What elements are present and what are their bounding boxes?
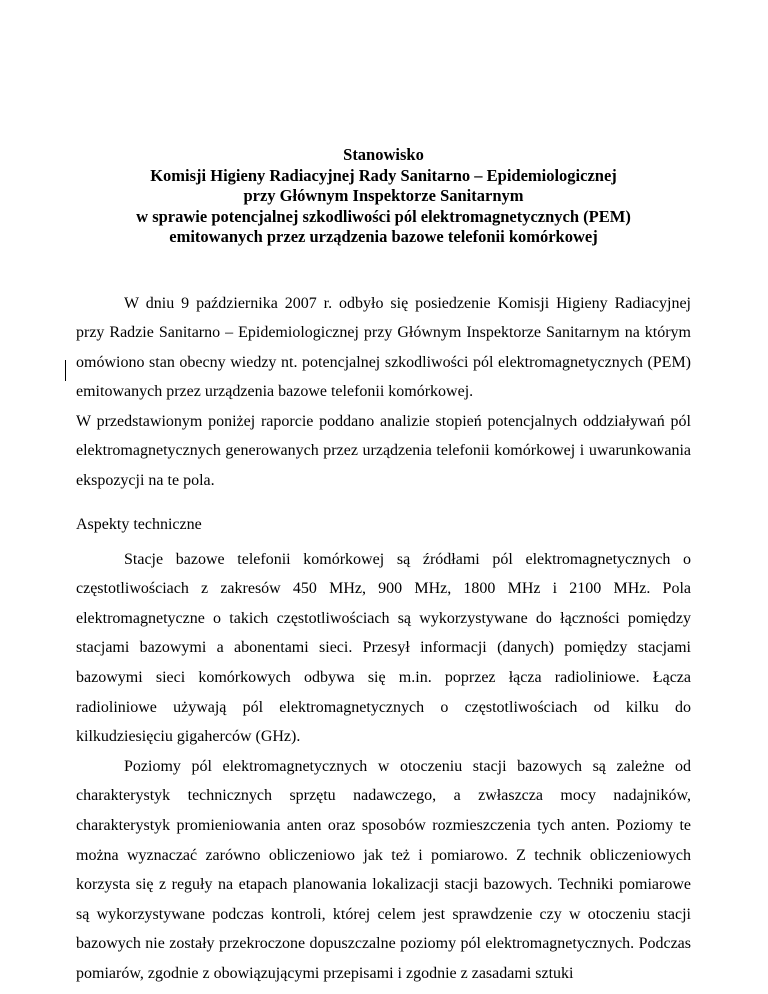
intro-paragraph-2: W przedstawionym poniżej raporcie poddano analizie stopień potencjalnych oddziaływań pól elektromagnetycznych generowanych przez urządzenia telefonii komórkowej i uwarunkowania ekspozycji na te pola.	[76, 412, 691, 490]
title-line-1: Stanowisko	[343, 145, 424, 164]
title-line-4: w sprawie potencjalnej szkodliwości pól elektromagnetycznych (PEM)	[136, 206, 631, 226]
tech-paragraph-1: Stacje bazowe telefonii komórkowej są źródłami pól elektromagnetycznych o częstotliwościach z zakresów 450 MHz, 900 MHz, 1800 MHz i 2100 MHz. Pola elektromagnetyczne o takich częstotliwościach są wykorzystywane do łączności pomiędzy stacjami bazowymi a abonentami sieci. Przesył informacji (danych) pomiędzy stacjami bazowymi sieci komórkowych odbywa się m.in. poprzez łącza radioliniowe. Łącza radioliniowe używają pól elektromagnetycznych o częstotliwościach od kilku do kilkudziesięciu gigaherców (GHz).	[76, 550, 691, 746]
document-title	[76, 145, 691, 248]
intro-paragraph: W dniu 9 października 2007 r. odbyło się posiedzenie Komisji Higieny Radiacyjnej przy Radzie Sanitarno – Epidemiologicznej przy Głównym Inspektorze Sanitarnym na którym omówiono stan obecny wiedzy nt. potencjalnej szkodliwości pól elektromagnetycznych (PEM) emitowanych przez urządzenia bazowe telefonii komórkowej.	[76, 294, 691, 401]
title-line-3: przy Głównym Inspektorze Sanitarnym	[243, 186, 524, 205]
section-heading: Aspekty techniczne	[76, 515, 202, 533]
document-page	[76, 145, 691, 989]
revision-change-bar	[65, 360, 66, 381]
title-line-2: Komisji Higieny Radiacyjnej Rady Sanitarno – Epidemiologicznej	[150, 165, 617, 185]
tech-paragraph-2: Poziomy pól elektromagnetycznych w otoczeniu stacji bazowych są zależne od charakterystyk technicznych sprzętu nadawczego, a zwłaszcza mocy nadajników, charakterystyk promieniowania anten oraz sposobów rozmieszczenia tych anten. Poziomy te można wyznaczać zarówno obliczeniowo jak też i pomiarowo. Z technik obliczeniowych korzysta się z reguły na etapach planowania lokalizacji stacji bazowych. Techniki pomiarowe są wykorzystywane podczas kontroli, której celem jest sprawdzenie czy w otoczeniu stacji bazowych nie zostały przekroczone dopuszczalne poziomy pól elektromagnetycznych. Podczas pomiarów, zgodnie z obowiązującymi przepisami i zgodnie z zasadami sztuki	[76, 757, 691, 982]
title-line-5: emitowanych przez urządzenia bazowe telefonii komórkowej	[169, 227, 598, 246]
